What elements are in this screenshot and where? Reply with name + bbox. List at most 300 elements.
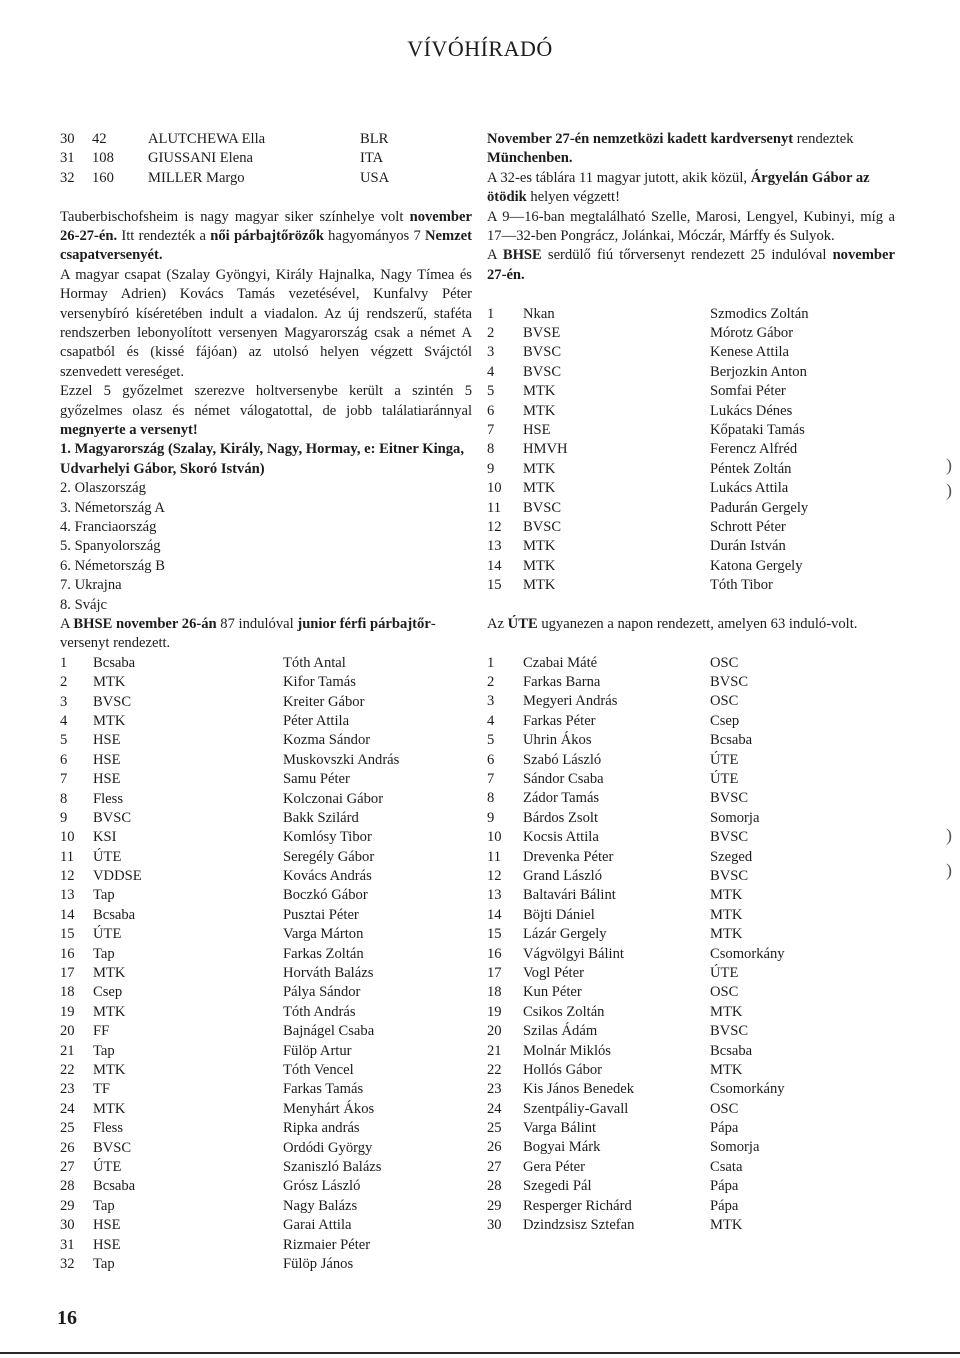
table-cell-name: Garai Attila <box>283 1217 352 1234</box>
table-cell-rank: 25 <box>60 1120 75 1137</box>
table-cell-name: Bárdos Zsolt <box>523 809 598 826</box>
table-cell-rank: 26 <box>60 1139 75 1156</box>
table-row <box>60 673 472 692</box>
table-row <box>60 751 472 770</box>
table-row <box>60 1139 472 1158</box>
table-cell-rank: 25 <box>487 1120 502 1137</box>
table-row <box>487 402 895 421</box>
table-row <box>487 499 895 518</box>
table-cell-club: ÚTE <box>93 926 122 943</box>
table-cell-name: Mórotz Gábor <box>710 325 794 342</box>
table-cell-name: Kolczonai Gábor <box>283 790 384 807</box>
table-cell-rank: 4 <box>487 363 495 380</box>
table-cell-club: Szeged <box>710 848 753 865</box>
table-cell-club: TF <box>93 1081 111 1098</box>
table-row <box>60 1158 472 1177</box>
table-row: 30 42 ALUTCHEWA Ella BLR <box>60 131 389 147</box>
table-cell-rank: 2 <box>487 325 495 342</box>
table-cell-club: MTK <box>710 926 743 943</box>
table-cell-rank: 8 <box>60 790 68 807</box>
table-cell-club: MTK <box>523 480 556 497</box>
table-cell-name: Szaniszló Balázs <box>283 1158 382 1175</box>
table-cell-club: MTK <box>93 1100 126 1117</box>
table-cell-club: MTK <box>93 1003 126 1020</box>
table-cell-club: ÚTE <box>93 848 122 865</box>
table-cell-club: Somorja <box>710 809 760 826</box>
article-tauberbischofsheim-intro: Tauberbischofsheim is nagy magyar siker színhelye volt november 26-27-én. Itt rendezték a női párbajtőrözők hagyományos 7 Nemzet csapatversenyét. <box>60 208 472 264</box>
table-cell-club: Tap <box>93 1255 115 1272</box>
table-cell-rank: 15 <box>487 926 502 943</box>
table-cell-name: Farkas Péter <box>523 712 596 729</box>
table-cell-rank: 4 <box>487 712 495 729</box>
article-munich-details: A 9—16-ban megtalálható Szelle, Marosi, Lengyel, Kubinyi, míg a 17—32-ben Pongrácz, Jolánkai, Móczár, Márffy és Sulyok. <box>487 208 895 245</box>
table-cell-name: Seregély Gábor <box>283 848 375 865</box>
ranking-continuation-table <box>60 130 472 188</box>
page-header-title: VÍVÓHÍRADÓ <box>407 36 553 61</box>
table-cell-rank: 13 <box>60 887 75 904</box>
table-row <box>487 1177 895 1196</box>
table-cell-rank: 8 <box>487 441 495 458</box>
table-cell-rank: 11 <box>60 848 75 865</box>
table-cell-rank: 3 <box>487 693 495 710</box>
table-cell-rank: 6 <box>487 402 495 419</box>
table-row <box>487 983 895 1002</box>
table-cell-rank: 14 <box>487 906 502 923</box>
table-cell-rank: 17 <box>487 964 502 981</box>
table-cell-club: Bcsaba <box>93 906 136 923</box>
table-cell-club: HSE <box>93 1236 121 1253</box>
table-row <box>60 1100 472 1119</box>
table-cell-club: MTK <box>710 906 743 923</box>
right-column <box>487 130 895 1235</box>
table-cell-club: HSE <box>93 1217 121 1234</box>
table-cell-name: Ripka andrás <box>283 1120 360 1137</box>
table-cell-club: MTK <box>93 674 126 691</box>
table-cell-name: Horváth Balázs <box>283 965 374 982</box>
table-cell-club: BVSC <box>523 344 562 361</box>
table-cell-club: Tap <box>93 945 115 962</box>
table-cell-rank: 1 <box>487 654 495 671</box>
table-cell-club: MTK <box>93 965 126 982</box>
table-cell-rank: 29 <box>487 1197 502 1214</box>
table-cell-rank: 13 <box>487 887 502 904</box>
table-cell-name: Fülöp János <box>283 1255 354 1272</box>
table-cell-name: Vágvölgyi Bálint <box>523 945 624 962</box>
table-cell-club: MTK <box>710 1003 743 1020</box>
table-cell-club: OSC <box>710 1100 739 1117</box>
table-cell-rank: 32 <box>60 1255 75 1272</box>
table-cell-rank: 18 <box>60 984 75 1001</box>
table-cell-club: KSI <box>93 829 117 846</box>
table-row <box>60 790 472 809</box>
table-row <box>60 828 472 847</box>
table-cell-name: Tóth Vencel <box>283 1062 354 1078</box>
table-cell-rank: 6 <box>60 751 68 768</box>
table-cell-name: Uhrin Ákos <box>523 732 592 749</box>
table-cell-rank: 21 <box>487 1042 502 1059</box>
table-row <box>60 693 472 712</box>
table-cell-rank: 15 <box>487 577 502 594</box>
table-row <box>487 440 895 459</box>
table-cell-rank: 20 <box>60 1023 75 1040</box>
table-cell-name: Szabó László <box>523 751 602 768</box>
table-cell-rank: 4 <box>60 712 68 729</box>
table-cell-rank: 13 <box>487 538 502 555</box>
table-cell-rank: 7 <box>487 771 495 788</box>
table-cell-name: Zádor Tamás <box>523 790 600 807</box>
table-row <box>60 1119 472 1138</box>
table-row <box>60 983 472 1002</box>
table-row: 32 160 MILLER Margo USA <box>60 169 390 186</box>
table-cell-name: Tóth Antal <box>283 654 346 671</box>
table-cell-rank: 6 <box>487 751 495 768</box>
table-cell-name: Katona Gergely <box>710 557 803 574</box>
table-cell-club: Csep <box>93 984 123 1001</box>
list-item: 5. Spanyolország <box>60 538 161 555</box>
table-row <box>487 1158 895 1177</box>
table-row <box>60 925 472 944</box>
table-cell-club: Nkan <box>523 305 555 322</box>
table-row <box>487 1042 895 1061</box>
table-cell-club: FF <box>93 1023 110 1040</box>
list-item: 8. Svájc <box>60 596 108 613</box>
table-row <box>487 479 895 498</box>
table-row <box>487 925 895 944</box>
table-cell-rank: 30 <box>60 1217 75 1234</box>
table-cell-club: BVSC <box>710 867 749 884</box>
table-row <box>60 1255 472 1274</box>
table-cell-club: Bcsaba <box>93 1178 136 1195</box>
table-row <box>487 305 895 324</box>
table-cell-club: BVSC <box>93 809 132 826</box>
table-cell-rank: 2 <box>487 674 495 691</box>
table-cell-club: OSC <box>710 984 739 1001</box>
table-cell-rank: 28 <box>60 1178 75 1195</box>
table-cell-name: Gera Péter <box>523 1158 585 1175</box>
table-cell-name: Ferencz Alfréd <box>710 441 798 458</box>
table-cell-name: Grósz László <box>283 1178 361 1195</box>
table-row <box>487 1216 895 1235</box>
margin-mark: ) <box>946 860 952 880</box>
table-cell-name: Muskovszki András <box>283 751 400 768</box>
table-cell-name: Durán István <box>710 538 786 555</box>
table-cell-rank: 11 <box>487 499 502 516</box>
table-cell-name: Boczkó Gábor <box>283 887 368 904</box>
article-munich-result: A 32-es táblára 11 magyar jutott, akik közül, Árgyelán Gábor az ötödik helyen végzett! <box>487 169 870 206</box>
table-cell-rank: 16 <box>487 945 502 962</box>
table-cell-rank: 11 <box>487 848 502 865</box>
table-cell-rank: 19 <box>487 1003 502 1020</box>
page-number: 16 <box>57 1307 77 1329</box>
table-cell-club: Fless <box>93 790 124 807</box>
table-cell-name: Kocsis Attila <box>523 829 599 846</box>
table-cell-club: MTK <box>523 460 556 477</box>
table-cell-name: Fülöp Artur <box>283 1042 352 1059</box>
table-cell-name: Grand László <box>523 867 603 884</box>
table-row <box>487 460 895 479</box>
table-cell-rank: 16 <box>60 945 75 962</box>
table-cell-club: BVSC <box>710 829 749 846</box>
list-item: 2. Olaszország <box>60 480 146 497</box>
article-tauberbischofsheim-result: Ezzel 5 győzelmet szerezve holtversenybe került a szintén 5 győzelmes olasz és német válogatottal, de jobb találatiaránnyal megnyerte a versenyt! <box>60 383 472 439</box>
table-cell-rank: 12 <box>60 868 75 885</box>
table-cell-name: Péntek Zoltán <box>710 460 792 477</box>
table-cell-rank: 23 <box>487 1081 502 1098</box>
table-cell-name: Kis János Benedek <box>523 1081 635 1098</box>
table-cell-club: Tap <box>93 887 115 904</box>
table-cell-rank: 30 <box>487 1217 502 1234</box>
table-cell-name: Drevenka Péter <box>523 848 614 865</box>
table-cell-name: Nagy Balázs <box>283 1197 358 1214</box>
table-cell-club: ÚTE <box>710 964 739 981</box>
bottom-divider <box>0 1352 960 1354</box>
table-row <box>487 1100 895 1119</box>
table-cell-rank: 19 <box>60 1003 75 1020</box>
table-cell-club: HSE <box>523 421 551 438</box>
table-cell-rank: 5 <box>60 732 68 749</box>
table-cell-rank: 9 <box>60 809 68 826</box>
table-row <box>60 731 472 750</box>
table-cell-name: Rizmaier Péter <box>283 1236 371 1253</box>
table-row <box>60 867 472 886</box>
table-cell-name: Kovács András <box>283 868 372 885</box>
table-cell-rank: 14 <box>487 557 502 574</box>
table-cell-club: BVSC <box>710 1023 749 1040</box>
article-munich-intro: November 27-én nemzetközi kadett kardversenyt rendeztek Münchenben. <box>487 131 854 167</box>
table-cell-name: Böjti Dániel <box>523 906 595 923</box>
table-cell-club: ÚTE <box>710 751 739 768</box>
table-row <box>487 712 895 731</box>
list-item: 7. Ukrajna <box>60 577 122 594</box>
table-cell-club: Csomorkány <box>710 945 785 962</box>
table-row <box>487 770 895 789</box>
table-cell-club: Bcsaba <box>710 732 753 749</box>
table-row <box>487 1061 895 1080</box>
article-tauberbischofsheim-body: A magyar csapat (Szalay Gyöngyi, Király Hajnalka, Nagy Tímea és Hormay Adrien) Kovács Tamás vezetésével, Kunfalvy Péter versenybíró kíséretében indult a viadalon. Az új rendszerű, staféta rendszerben lebonyolított versenyen Magyarország csak a német A csapatból és (kissé fájóan) az utolsó helyen végzett Svájctól szenvedett vereséget. <box>60 266 472 380</box>
table-row <box>487 343 895 362</box>
table-row <box>487 692 895 711</box>
table-cell-club: Csomorkány <box>710 1081 785 1098</box>
table-cell-club: BVSC <box>523 499 562 516</box>
table-row <box>487 557 895 576</box>
table-cell-club: Fless <box>93 1120 124 1137</box>
table-row <box>60 1197 472 1216</box>
margin-mark: ) <box>946 480 952 500</box>
table-cell-rank: 5 <box>487 383 495 400</box>
junior-epee-results-table <box>60 654 472 1275</box>
table-row <box>487 828 895 847</box>
table-cell-name: Farkas Barna <box>523 674 601 691</box>
table-cell-rank: 28 <box>487 1178 502 1195</box>
table-cell-name: Resperger Richárd <box>523 1197 632 1214</box>
table-cell-club: Somorja <box>710 1139 760 1156</box>
table-cell-rank: 9 <box>487 809 495 826</box>
margin-mark: ) <box>946 455 952 475</box>
table-cell-rank: 5 <box>487 732 495 749</box>
table-cell-rank: 27 <box>487 1158 502 1175</box>
table-cell-name: Molnár Miklós <box>523 1042 611 1059</box>
table-cell-name: Komlósy Tibor <box>283 829 372 846</box>
table-cell-rank: 10 <box>60 829 75 846</box>
table-cell-rank: 15 <box>60 926 75 943</box>
table-cell-club: Bcsaba <box>93 654 136 671</box>
table-cell-club: MTK <box>710 1217 743 1234</box>
table-cell-name: Kun Péter <box>523 984 582 1001</box>
table-cell-rank: 18 <box>487 984 502 1001</box>
table-cell-name: Bakk Szilárd <box>283 809 359 826</box>
table-row <box>487 751 895 770</box>
table-cell-club: BVSE <box>523 325 561 342</box>
table-cell-name: Pusztai Péter <box>283 906 359 923</box>
table-row <box>487 576 895 595</box>
table-row <box>60 886 472 905</box>
table-row <box>487 848 895 867</box>
table-row <box>487 363 895 382</box>
table-row <box>487 964 895 983</box>
table-row <box>60 964 472 983</box>
table-row <box>487 324 895 343</box>
table-cell-name: Farkas Zoltán <box>283 945 364 962</box>
table-cell-club: Bcsaba <box>710 1042 753 1059</box>
table-cell-name: Pálya Sándor <box>283 984 361 1001</box>
team-results-list <box>60 440 472 615</box>
table-cell-name: Lukács Attila <box>710 480 789 497</box>
table-cell-rank: 22 <box>487 1061 502 1078</box>
table-row <box>487 886 895 905</box>
table-cell-club: HSE <box>93 751 121 768</box>
table-cell-name: Padurán Gergely <box>710 499 809 516</box>
table-cell-club: Csep <box>710 712 740 729</box>
table-row <box>487 1022 895 1041</box>
table-cell-rank: 3 <box>60 693 68 710</box>
table-row <box>60 1061 472 1080</box>
table-row <box>60 906 472 925</box>
table-row <box>60 1216 472 1235</box>
table-cell-club: BVSC <box>710 674 749 691</box>
table-cell-club: Pápa <box>710 1197 739 1214</box>
table-cell-rank: 10 <box>487 829 502 846</box>
table-cell-club: BVSC <box>523 518 562 535</box>
table-row <box>487 731 895 750</box>
table-cell-rank: 21 <box>60 1042 75 1059</box>
table-row <box>60 945 472 964</box>
table-cell-club: MTK <box>93 1062 126 1078</box>
table-row <box>60 1042 472 1061</box>
list-item: 6. Németország B <box>60 557 165 574</box>
table-cell-name: Schrott Péter <box>710 518 786 535</box>
table-cell-name: Menyhárt Ákos <box>283 1100 375 1117</box>
bhse-cadet-foil-results-table <box>487 305 895 596</box>
table-cell-club: HSE <box>93 732 121 749</box>
table-row <box>487 421 895 440</box>
table-row <box>60 809 472 828</box>
table-cell-name: Bogyai Márk <box>523 1139 601 1156</box>
table-cell-rank: 22 <box>60 1062 75 1078</box>
table-row <box>60 1236 472 1255</box>
bhse-cadet-foil-intro: A BHSE serdülő fiú tőrversenyt rendezett 25 indulóval november 27-én. <box>487 247 895 283</box>
table-row <box>487 867 895 886</box>
table-cell-club: MTK <box>523 557 556 574</box>
table-row <box>60 848 472 867</box>
table-row <box>60 1177 472 1196</box>
margin-mark: ) <box>946 825 952 845</box>
table-cell-name: Lázár Gergely <box>523 926 607 943</box>
list-item: 3. Németország A <box>60 499 165 516</box>
table-row <box>60 712 472 731</box>
table-cell-club: HSE <box>93 771 121 788</box>
table-cell-rank: 24 <box>487 1100 502 1117</box>
table-cell-name: Péter Attila <box>283 712 350 729</box>
table-cell-rank: 26 <box>487 1139 502 1156</box>
table-cell-club: Pápa <box>710 1178 739 1195</box>
table-cell-name: Kenese Attila <box>710 344 790 361</box>
table-cell-club: MTK <box>523 577 556 594</box>
table-cell-name: Vogl Péter <box>523 964 584 981</box>
table-cell-rank: 8 <box>487 790 495 807</box>
table-cell-club: MTK <box>710 1061 743 1078</box>
table-cell-rank: 3 <box>487 344 495 361</box>
table-cell-rank: 12 <box>487 518 502 535</box>
table-cell-name: Kőpataki Tamás <box>710 421 805 438</box>
table-cell-name: Kifor Tamás <box>283 674 356 691</box>
table-row <box>487 673 895 692</box>
table-cell-rank: 1 <box>487 305 495 322</box>
table-row <box>487 518 895 537</box>
ute-competition-intro: Az ÚTE ugyanezen a napon rendezett, amelyen 63 induló-volt. <box>487 615 858 632</box>
table-row <box>60 654 472 673</box>
table-row <box>60 1022 472 1041</box>
table-cell-rank: 24 <box>60 1100 75 1117</box>
table-cell-rank: 14 <box>60 906 75 923</box>
table-cell-name: Bajnágel Csaba <box>283 1023 375 1040</box>
table-cell-name: Ordódi György <box>283 1139 373 1156</box>
table-cell-name: Farkas Tamás <box>283 1081 364 1098</box>
table-cell-club: MTK <box>523 538 556 555</box>
table-cell-rank: 20 <box>487 1023 502 1040</box>
table-cell-club: MTK <box>93 712 126 729</box>
table-row <box>487 1138 895 1157</box>
table-cell-name: Varga Márton <box>283 926 364 943</box>
table-cell-club: MTK <box>523 402 556 419</box>
table-row <box>487 654 895 673</box>
table-row <box>487 789 895 808</box>
table-cell-rank: 1 <box>60 654 68 671</box>
table-cell-rank: 2 <box>60 674 68 691</box>
table-cell-club: OSC <box>710 693 739 710</box>
table-row <box>487 906 895 925</box>
table-row <box>487 537 895 556</box>
list-item: 4. Franciaország <box>60 519 157 536</box>
table-cell-club: MTK <box>710 887 743 904</box>
table-cell-rank: 7 <box>487 421 495 438</box>
table-cell-name: Czabai Máté <box>523 654 598 671</box>
table-cell-rank: 17 <box>60 965 75 982</box>
table-cell-club: BVSC <box>93 1139 132 1156</box>
table-cell-rank: 9 <box>487 460 495 477</box>
table-cell-club: Tap <box>93 1197 115 1214</box>
table-cell-name: Dzindzsisz Sztefan <box>523 1217 635 1234</box>
team-result-winner: 1. Magyarország (Szalay, Király, Nagy, Hormay, e: Eitner Kinga, Udvarhelyi Gábor, Skoró István) <box>60 441 464 477</box>
table-cell-rank: 31 <box>60 1236 75 1253</box>
table-cell-name: Tóth Tibor <box>710 577 773 594</box>
table-cell-club: Tap <box>93 1042 115 1059</box>
table-row <box>60 1003 472 1022</box>
table-cell-rank: 29 <box>60 1197 75 1214</box>
table-row <box>60 1080 472 1099</box>
table-row: 31 108 GIUSSANI Elena ITA <box>60 150 384 167</box>
table-cell-name: Szmodics Zoltán <box>710 305 809 322</box>
table-cell-name: Szentpáliy-Gavall <box>523 1100 629 1117</box>
